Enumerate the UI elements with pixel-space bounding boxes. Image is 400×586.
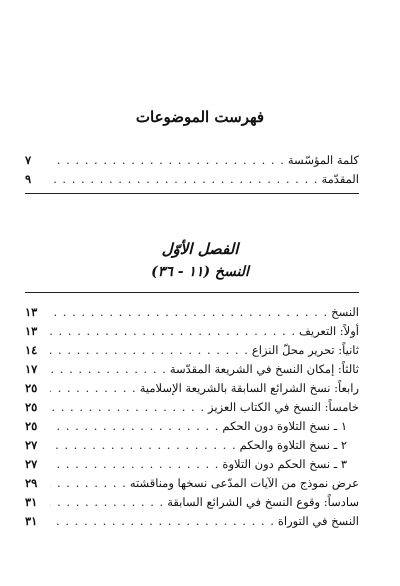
entry-page-number: ٣١ <box>25 495 38 509</box>
entry-page-number: ٩ <box>25 172 32 186</box>
dot-leader <box>50 305 328 319</box>
dot-leader <box>50 381 137 395</box>
entry-label: المقدّمة <box>321 172 359 186</box>
entry-page-number: ٢٥ <box>25 381 38 395</box>
toc-entry[interactable] <box>25 153 359 172</box>
entry-label: ثالثاً: إمكان النسخ في الشريعة المقدّسة <box>169 362 359 376</box>
dot-leader <box>50 438 237 452</box>
dot-leader <box>50 419 219 433</box>
dot-leader <box>50 514 275 528</box>
dot-leader <box>50 495 164 509</box>
toc-entry[interactable] <box>25 514 359 533</box>
toc-entry[interactable] <box>25 476 359 495</box>
section-divider <box>25 292 359 293</box>
entry-label: سادساً: وقوع النسخ في الشرائع السابقة <box>167 495 359 509</box>
entry-label: ١ ـ نسخ التلاوة دون الحكم <box>222 419 347 433</box>
entry-label: خامساً: النسخ في الكتاب العزيز <box>208 400 359 414</box>
entry-page-number: ٣١ <box>25 514 38 528</box>
chapter-subtitle: النسخ (١١ - ٣٦) <box>151 264 249 280</box>
entry-label: عرض نموذج من الآيات المدّعى نسخها ومناقشته <box>129 476 359 490</box>
chapter-title: الفصل الأوّل <box>161 240 239 258</box>
entry-page-number: ٢٩ <box>25 476 38 490</box>
dot-leader <box>50 457 219 471</box>
dot-leader <box>50 153 285 167</box>
toc-entry[interactable] <box>25 381 359 400</box>
entry-page-number: ١٣ <box>25 305 38 319</box>
entry-page-number: ٧ <box>25 153 32 167</box>
dot-leader <box>50 172 318 186</box>
toc-entry[interactable] <box>25 362 359 381</box>
entry-label: النسخ <box>331 305 359 319</box>
entry-label: ثانياً: تحرير محلّ النزاع <box>251 343 359 357</box>
toc-entry[interactable] <box>25 305 359 324</box>
entry-page-number: ١٤ <box>25 343 38 357</box>
entry-page-number: ٢٥ <box>25 419 38 433</box>
entry-page-number: ١٣ <box>25 324 38 338</box>
entry-label: أولاً: التعريف <box>298 324 359 338</box>
entry-page-number: ٢٧ <box>25 438 38 452</box>
entry-page-number: ١٧ <box>25 362 38 376</box>
front-matter-list <box>25 153 359 191</box>
dot-leader <box>50 343 249 357</box>
entry-label: كلمة المؤسّسة <box>287 153 359 167</box>
entry-label: ٢ ـ نسخ التلاوة والحكم <box>239 438 347 452</box>
toc-entry[interactable] <box>25 324 359 343</box>
dot-leader <box>50 476 127 490</box>
entry-label: النسخ في التوراة <box>277 514 359 528</box>
entry-label: رابعاً: نسخ الشرائع السابقة بالشريعة الإسلامية <box>139 381 359 395</box>
dot-leader <box>50 400 205 414</box>
entry-page-number: ٢٧ <box>25 457 38 471</box>
toc-entry[interactable] <box>25 419 359 438</box>
toc-entry[interactable] <box>25 457 359 476</box>
section-divider <box>25 193 359 194</box>
dot-leader <box>50 362 167 376</box>
page-title: فهرست الموضوعات <box>135 108 265 126</box>
toc-entry[interactable] <box>25 343 359 362</box>
toc-entry[interactable] <box>25 495 359 514</box>
toc-entry[interactable] <box>25 438 359 457</box>
entry-page-number: ٢٥ <box>25 400 38 414</box>
entry-label: ٣ ـ نسخ الحكم دون التلاوة <box>222 457 347 471</box>
dot-leader <box>50 324 296 338</box>
toc-entry[interactable] <box>25 172 359 191</box>
toc-entry[interactable] <box>25 400 359 419</box>
chapter-entries-list <box>25 305 359 533</box>
